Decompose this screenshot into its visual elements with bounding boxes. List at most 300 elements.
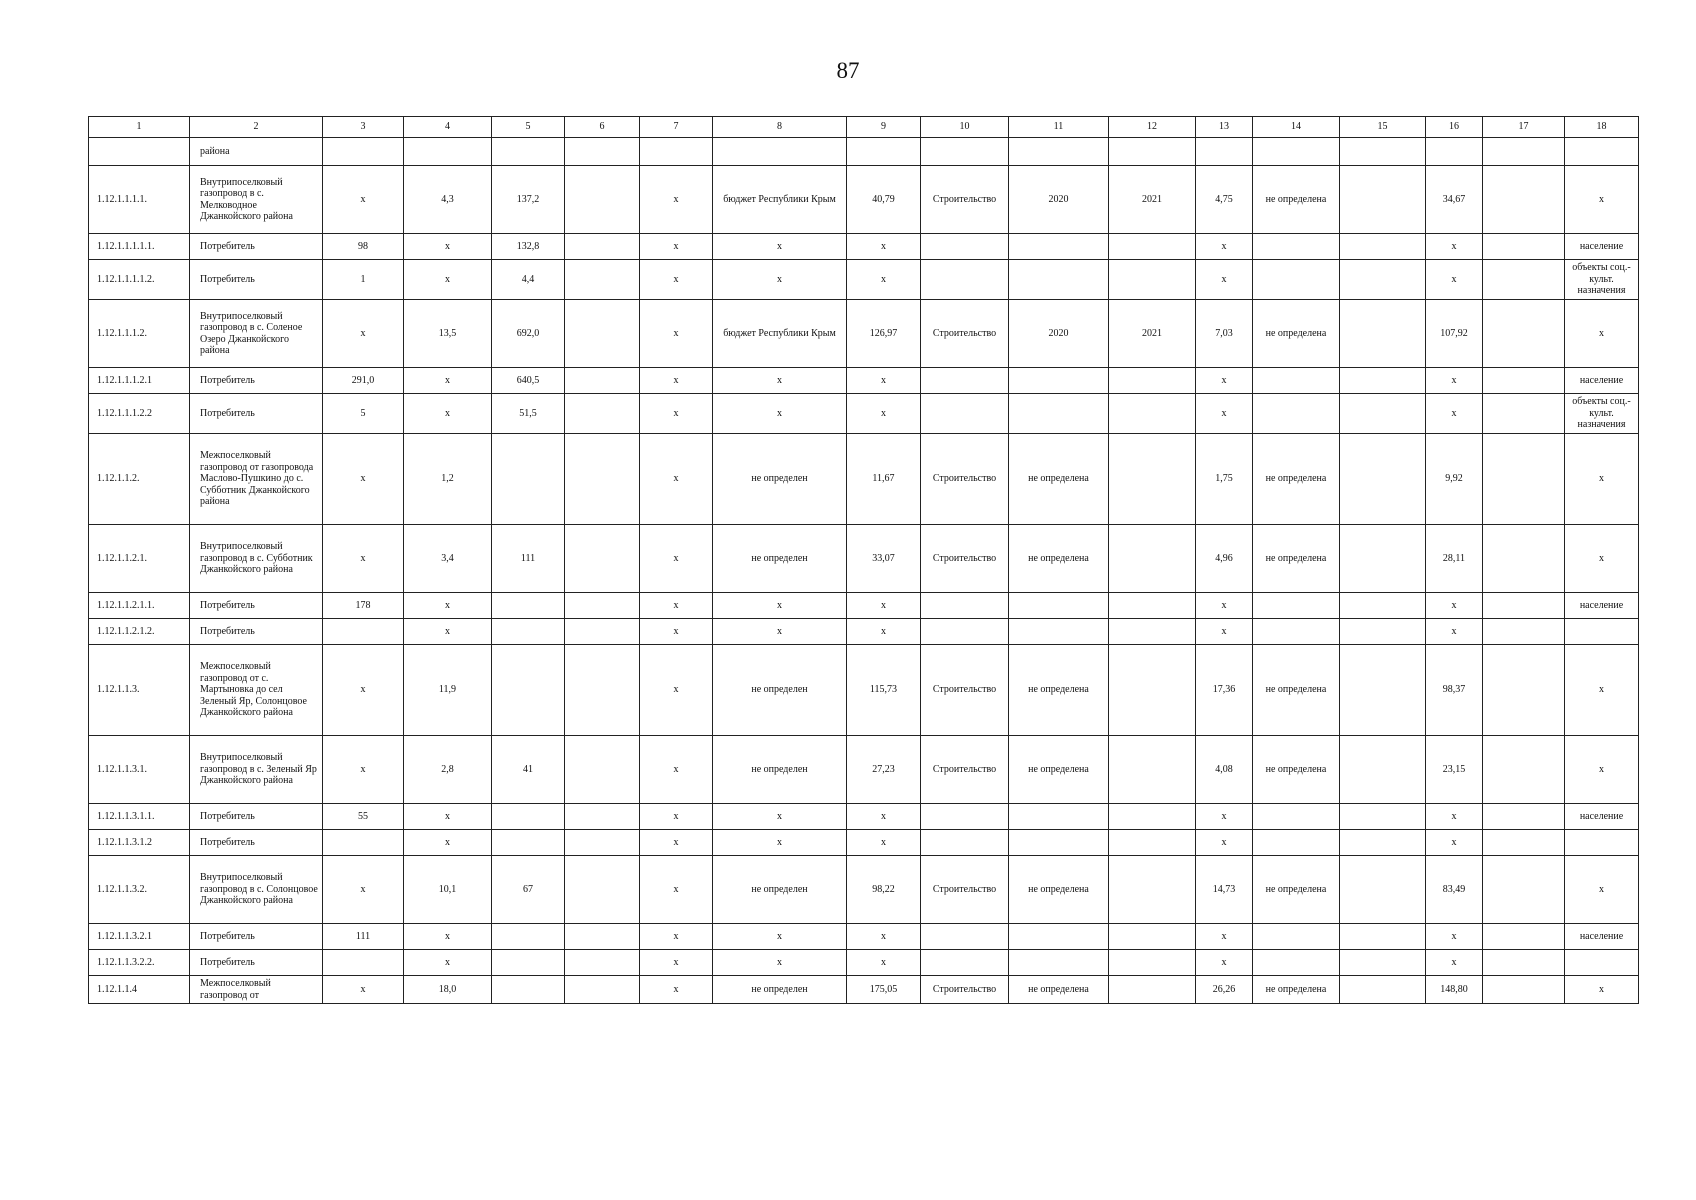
table-cell <box>1009 830 1109 856</box>
table-cell: х <box>640 976 713 1004</box>
table-cell: х <box>1196 394 1253 434</box>
table-cell: 13,5 <box>404 300 492 368</box>
table-cell <box>565 394 640 434</box>
table-cell <box>1253 368 1340 394</box>
table-cell <box>1483 368 1565 394</box>
table-cell <box>492 619 565 645</box>
table-cell: 1.12.1.1.3.2.2. <box>89 950 190 976</box>
table-cell <box>1565 138 1639 166</box>
table-cell: объекты соц.-культ. назначения <box>1565 394 1639 434</box>
table-cell: 83,49 <box>1426 856 1483 924</box>
table-cell <box>1483 619 1565 645</box>
table-cell: х <box>640 166 713 234</box>
table-cell <box>1565 830 1639 856</box>
table-cell: 132,8 <box>492 234 565 260</box>
table-cell: 640,5 <box>492 368 565 394</box>
table-cell: Потребитель <box>190 593 323 619</box>
table-cell: население <box>1565 924 1639 950</box>
table-cell <box>1109 234 1196 260</box>
table-cell <box>1253 619 1340 645</box>
table-row <box>89 830 1639 856</box>
table-cell <box>1340 830 1426 856</box>
table-cell: х <box>640 856 713 924</box>
table-cell: 1.12.1.1.3.1. <box>89 736 190 804</box>
column-header: 1 <box>89 117 190 138</box>
table-cell: х <box>640 300 713 368</box>
table-cell: 14,73 <box>1196 856 1253 924</box>
table-cell: х <box>847 804 921 830</box>
column-header: 9 <box>847 117 921 138</box>
table-cell <box>1253 138 1340 166</box>
table-cell: Внутрипоселковый газопровод в с. Субботник Джанкойского района <box>190 525 323 593</box>
table-cell <box>565 593 640 619</box>
table-cell <box>1340 593 1426 619</box>
table-cell <box>1340 645 1426 736</box>
column-header: 12 <box>1109 117 1196 138</box>
table-cell <box>404 138 492 166</box>
table-cell: 175,05 <box>847 976 921 1004</box>
table-cell <box>1483 434 1565 525</box>
table-cell <box>565 619 640 645</box>
table-cell: х <box>640 234 713 260</box>
table-cell: население <box>1565 234 1639 260</box>
column-header: 6 <box>565 117 640 138</box>
table-cell: х <box>640 619 713 645</box>
table-cell <box>1009 804 1109 830</box>
table-cell <box>1483 300 1565 368</box>
table-cell: х <box>404 830 492 856</box>
table-cell: х <box>847 368 921 394</box>
table-cell <box>1483 830 1565 856</box>
table-row <box>89 856 1639 924</box>
table-cell: х <box>640 645 713 736</box>
table-cell: 1.12.1.1.1.2.2 <box>89 394 190 434</box>
table-cell: х <box>640 434 713 525</box>
table-cell: х <box>640 593 713 619</box>
table-cell <box>1483 924 1565 950</box>
table-cell: х <box>1196 234 1253 260</box>
table-cell: х <box>847 260 921 300</box>
table-cell <box>713 138 847 166</box>
table-cell <box>565 856 640 924</box>
table-row <box>89 300 1639 368</box>
table-cell: х <box>323 645 404 736</box>
table-cell: 1.12.1.1.3. <box>89 645 190 736</box>
table-cell: Внутрипоселковый газопровод в с. Мелководное Джанкойского района <box>190 166 323 234</box>
table-cell: 126,97 <box>847 300 921 368</box>
table-cell <box>1340 300 1426 368</box>
table-cell <box>1009 138 1109 166</box>
table-cell <box>1253 804 1340 830</box>
table-cell: х <box>1196 830 1253 856</box>
table-cell: 2020 <box>1009 166 1109 234</box>
table-cell: х <box>713 368 847 394</box>
table-cell <box>1109 593 1196 619</box>
table-cell <box>492 950 565 976</box>
table-cell: х <box>640 525 713 593</box>
table-cell: х <box>1565 166 1639 234</box>
table-cell: х <box>640 260 713 300</box>
column-header: 13 <box>1196 117 1253 138</box>
column-header: 16 <box>1426 117 1483 138</box>
table-cell <box>1483 645 1565 736</box>
table-cell: 26,26 <box>1196 976 1253 1004</box>
table-cell: не определена <box>1009 736 1109 804</box>
table-cell: х <box>713 804 847 830</box>
table-cell: х <box>1196 924 1253 950</box>
table-cell: 1.12.1.1.1.1. <box>89 166 190 234</box>
table-cell <box>89 138 190 166</box>
table-cell: х <box>323 300 404 368</box>
table-cell <box>1483 593 1565 619</box>
table-cell: Межпоселковый газопровод от газопровода Маслово-Пушкино до с. Субботник Джанкойского района <box>190 434 323 525</box>
table-cell: Потребитель <box>190 804 323 830</box>
table-cell: х <box>1196 260 1253 300</box>
table-cell: 111 <box>492 525 565 593</box>
table-cell <box>1483 138 1565 166</box>
table-cell <box>1483 394 1565 434</box>
table-cell <box>1565 950 1639 976</box>
table-cell: Внутрипоселковый газопровод в с. Зеленый Яр Джанкойского района <box>190 736 323 804</box>
table-row <box>89 166 1639 234</box>
table-cell: х <box>1426 593 1483 619</box>
table-cell: х <box>404 260 492 300</box>
table-cell: 1.12.1.1.1.1.1. <box>89 234 190 260</box>
table-cell <box>1483 260 1565 300</box>
table-cell: х <box>404 234 492 260</box>
table-cell: 4,3 <box>404 166 492 234</box>
table-cell: х <box>1196 593 1253 619</box>
table-cell: Внутрипоселковый газопровод в с. Соленое Озеро Джанкойского района <box>190 300 323 368</box>
table-cell: Потребитель <box>190 950 323 976</box>
table-cell: 1 <box>323 260 404 300</box>
table-cell: 7,03 <box>1196 300 1253 368</box>
table-cell <box>323 830 404 856</box>
table-cell: не определена <box>1009 525 1109 593</box>
column-header: 15 <box>1340 117 1426 138</box>
table-cell <box>1109 830 1196 856</box>
table-cell: х <box>713 260 847 300</box>
table-cell <box>1483 976 1565 1004</box>
table-cell <box>492 645 565 736</box>
table-cell: х <box>1565 525 1639 593</box>
table-cell: 2021 <box>1109 300 1196 368</box>
table-cell: 41 <box>492 736 565 804</box>
column-header: 5 <box>492 117 565 138</box>
table-cell <box>323 138 404 166</box>
table-cell: 17,36 <box>1196 645 1253 736</box>
column-header: 4 <box>404 117 492 138</box>
table-cell: х <box>1426 804 1483 830</box>
table-cell <box>1340 976 1426 1004</box>
table-cell: х <box>404 593 492 619</box>
table-cell <box>323 619 404 645</box>
table-cell: не определена <box>1253 976 1340 1004</box>
table-cell: 5 <box>323 394 404 434</box>
table-cell: х <box>404 619 492 645</box>
table-cell <box>1109 394 1196 434</box>
table-cell <box>1483 234 1565 260</box>
table-cell: х <box>1196 804 1253 830</box>
table-cell: 2,8 <box>404 736 492 804</box>
column-header: 7 <box>640 117 713 138</box>
table-cell <box>921 593 1009 619</box>
table-cell: 11,9 <box>404 645 492 736</box>
table-cell: х <box>713 619 847 645</box>
table-cell: не определена <box>1009 976 1109 1004</box>
table-cell <box>565 138 640 166</box>
table-cell: 55 <box>323 804 404 830</box>
table-cell <box>921 619 1009 645</box>
table-cell: х <box>1565 736 1639 804</box>
table-cell <box>1109 368 1196 394</box>
table-cell: х <box>640 368 713 394</box>
table-cell: х <box>1565 645 1639 736</box>
table-row <box>89 976 1639 1004</box>
table-cell <box>1340 736 1426 804</box>
table-cell <box>565 924 640 950</box>
table-cell: Внутрипоселковый газопровод в с. Солонцовое Джанкойского района <box>190 856 323 924</box>
table-cell: х <box>713 394 847 434</box>
column-header: 18 <box>1565 117 1639 138</box>
table-cell: х <box>1426 924 1483 950</box>
table-cell <box>565 234 640 260</box>
table-cell: не определен <box>713 525 847 593</box>
table-cell <box>1109 645 1196 736</box>
table-cell <box>1253 924 1340 950</box>
table-cell: 1.12.1.1.4 <box>89 976 190 1004</box>
table-cell <box>1565 619 1639 645</box>
table-cell <box>565 830 640 856</box>
table-cell <box>1340 950 1426 976</box>
table-cell <box>1109 260 1196 300</box>
table-cell <box>1483 166 1565 234</box>
table-cell: 1.12.1.1.2.1. <box>89 525 190 593</box>
table-cell <box>1253 830 1340 856</box>
table-cell: Строительство <box>921 736 1009 804</box>
table-cell <box>565 300 640 368</box>
table-cell: население <box>1565 593 1639 619</box>
table-cell: Строительство <box>921 434 1009 525</box>
table-cell: х <box>1565 300 1639 368</box>
table-cell: х <box>1196 619 1253 645</box>
header-row <box>89 117 1639 138</box>
table-cell <box>1009 924 1109 950</box>
table-cell: х <box>713 924 847 950</box>
table-cell: х <box>640 804 713 830</box>
table-cell: не определена <box>1009 645 1109 736</box>
table-cell: Потребитель <box>190 924 323 950</box>
page-number: 87 <box>836 58 860 83</box>
table-cell: х <box>847 234 921 260</box>
table-cell <box>1109 804 1196 830</box>
column-header: 14 <box>1253 117 1340 138</box>
table-cell: х <box>847 830 921 856</box>
table-cell: население <box>1565 368 1639 394</box>
table-cell: не определена <box>1009 856 1109 924</box>
table-cell <box>921 830 1009 856</box>
table-cell: Строительство <box>921 166 1009 234</box>
table-cell: не определена <box>1253 434 1340 525</box>
table-cell: 34,67 <box>1426 166 1483 234</box>
table-cell: не определена <box>1253 525 1340 593</box>
table-cell: 291,0 <box>323 368 404 394</box>
table-cell <box>492 830 565 856</box>
table-cell: не определена <box>1253 166 1340 234</box>
table-cell: 2021 <box>1109 166 1196 234</box>
table-cell: 4,08 <box>1196 736 1253 804</box>
table-cell <box>1483 804 1565 830</box>
table-cell <box>492 138 565 166</box>
table-cell <box>1253 394 1340 434</box>
table-cell: 33,07 <box>847 525 921 593</box>
table-cell: х <box>847 924 921 950</box>
table-cell: 4,96 <box>1196 525 1253 593</box>
table-row <box>89 593 1639 619</box>
table-cell: 1.12.1.1.1.2.1 <box>89 368 190 394</box>
table-cell: 1.12.1.1.2.1.2. <box>89 619 190 645</box>
table-cell: 148,80 <box>1426 976 1483 1004</box>
table-cell <box>1253 234 1340 260</box>
table-cell: х <box>323 736 404 804</box>
table-cell <box>323 950 404 976</box>
table-row <box>89 525 1639 593</box>
table-cell: не определен <box>713 976 847 1004</box>
table-cell <box>1340 856 1426 924</box>
table-row <box>89 394 1639 434</box>
table-cell: х <box>1196 368 1253 394</box>
table-cell <box>565 368 640 394</box>
table-cell: 51,5 <box>492 394 565 434</box>
table-cell: х <box>404 368 492 394</box>
table-cell: х <box>713 830 847 856</box>
table-row <box>89 368 1639 394</box>
table-cell: бюджет Республики Крым <box>713 300 847 368</box>
column-header: 11 <box>1009 117 1109 138</box>
table-cell: 98,22 <box>847 856 921 924</box>
table-cell: Строительство <box>921 856 1009 924</box>
table-cell: 27,23 <box>847 736 921 804</box>
table-cell: не определена <box>1253 645 1340 736</box>
table-cell: х <box>1426 950 1483 976</box>
table-row <box>89 804 1639 830</box>
table-cell <box>565 976 640 1004</box>
table-cell: Потребитель <box>190 234 323 260</box>
table-cell: х <box>404 924 492 950</box>
table-cell: Потребитель <box>190 260 323 300</box>
table-cell <box>1109 924 1196 950</box>
table-cell <box>1426 138 1483 166</box>
column-header: 17 <box>1483 117 1565 138</box>
table-row <box>89 260 1639 300</box>
table-cell: 1,75 <box>1196 434 1253 525</box>
table-cell: х <box>323 976 404 1004</box>
table-cell: х <box>1426 830 1483 856</box>
table-cell <box>492 924 565 950</box>
table-cell <box>921 260 1009 300</box>
table-cell <box>1340 394 1426 434</box>
table-cell <box>921 394 1009 434</box>
table-cell: 115,73 <box>847 645 921 736</box>
table-cell: х <box>1565 856 1639 924</box>
table-cell <box>1340 368 1426 394</box>
table-cell: х <box>323 525 404 593</box>
table-cell: 98 <box>323 234 404 260</box>
table-cell: Потребитель <box>190 830 323 856</box>
table-cell <box>921 950 1009 976</box>
table-cell: х <box>640 394 713 434</box>
table-cell <box>565 950 640 976</box>
table-cell <box>1009 368 1109 394</box>
table-cell: не определен <box>713 645 847 736</box>
data-table <box>88 116 1639 1004</box>
table-row <box>89 619 1639 645</box>
table-cell <box>1483 525 1565 593</box>
table-cell <box>1340 804 1426 830</box>
table-cell: х <box>1565 976 1639 1004</box>
table-cell <box>921 804 1009 830</box>
table-cell <box>1009 950 1109 976</box>
table-cell <box>1109 138 1196 166</box>
table-cell: 9,92 <box>1426 434 1483 525</box>
table-cell <box>1483 736 1565 804</box>
table-cell: 40,79 <box>847 166 921 234</box>
table-cell <box>492 434 565 525</box>
table-cell: 18,0 <box>404 976 492 1004</box>
table-cell: х <box>323 166 404 234</box>
table-cell <box>565 166 640 234</box>
table-cell: объекты соц.-культ. назначения <box>1565 260 1639 300</box>
table-cell: Межпоселковый газопровод от с. Мартыновка до сел Зеленый Яр, Солонцовое Джанкойского района <box>190 645 323 736</box>
table-cell: не определена <box>1253 300 1340 368</box>
table-cell <box>1253 950 1340 976</box>
table-cell: х <box>713 234 847 260</box>
table-cell <box>565 645 640 736</box>
table-row <box>89 924 1639 950</box>
table-cell <box>1009 619 1109 645</box>
table-cell: х <box>404 804 492 830</box>
table-cell <box>492 976 565 1004</box>
table-cell <box>1009 234 1109 260</box>
table-cell: не определена <box>1253 736 1340 804</box>
table-cell: х <box>713 950 847 976</box>
table-cell: 137,2 <box>492 166 565 234</box>
table-cell: х <box>640 924 713 950</box>
table-cell <box>492 804 565 830</box>
table-cell <box>1109 856 1196 924</box>
table-cell: х <box>847 593 921 619</box>
table-cell: Потребитель <box>190 619 323 645</box>
table-cell: 107,92 <box>1426 300 1483 368</box>
table-cell: 1,2 <box>404 434 492 525</box>
table-cell: Строительство <box>921 976 1009 1004</box>
table-row <box>89 950 1639 976</box>
table-cell <box>1109 950 1196 976</box>
table-cell: 1.12.1.1.3.2. <box>89 856 190 924</box>
table-cell: население <box>1565 804 1639 830</box>
table-cell: х <box>640 830 713 856</box>
column-header: 10 <box>921 117 1009 138</box>
table-cell <box>921 368 1009 394</box>
table-cell: 111 <box>323 924 404 950</box>
table-cell <box>565 525 640 593</box>
table-cell <box>1340 924 1426 950</box>
table-cell: не определена <box>1009 434 1109 525</box>
table-cell: 11,67 <box>847 434 921 525</box>
table-cell <box>1109 525 1196 593</box>
table-cell <box>565 260 640 300</box>
table-cell <box>1196 138 1253 166</box>
